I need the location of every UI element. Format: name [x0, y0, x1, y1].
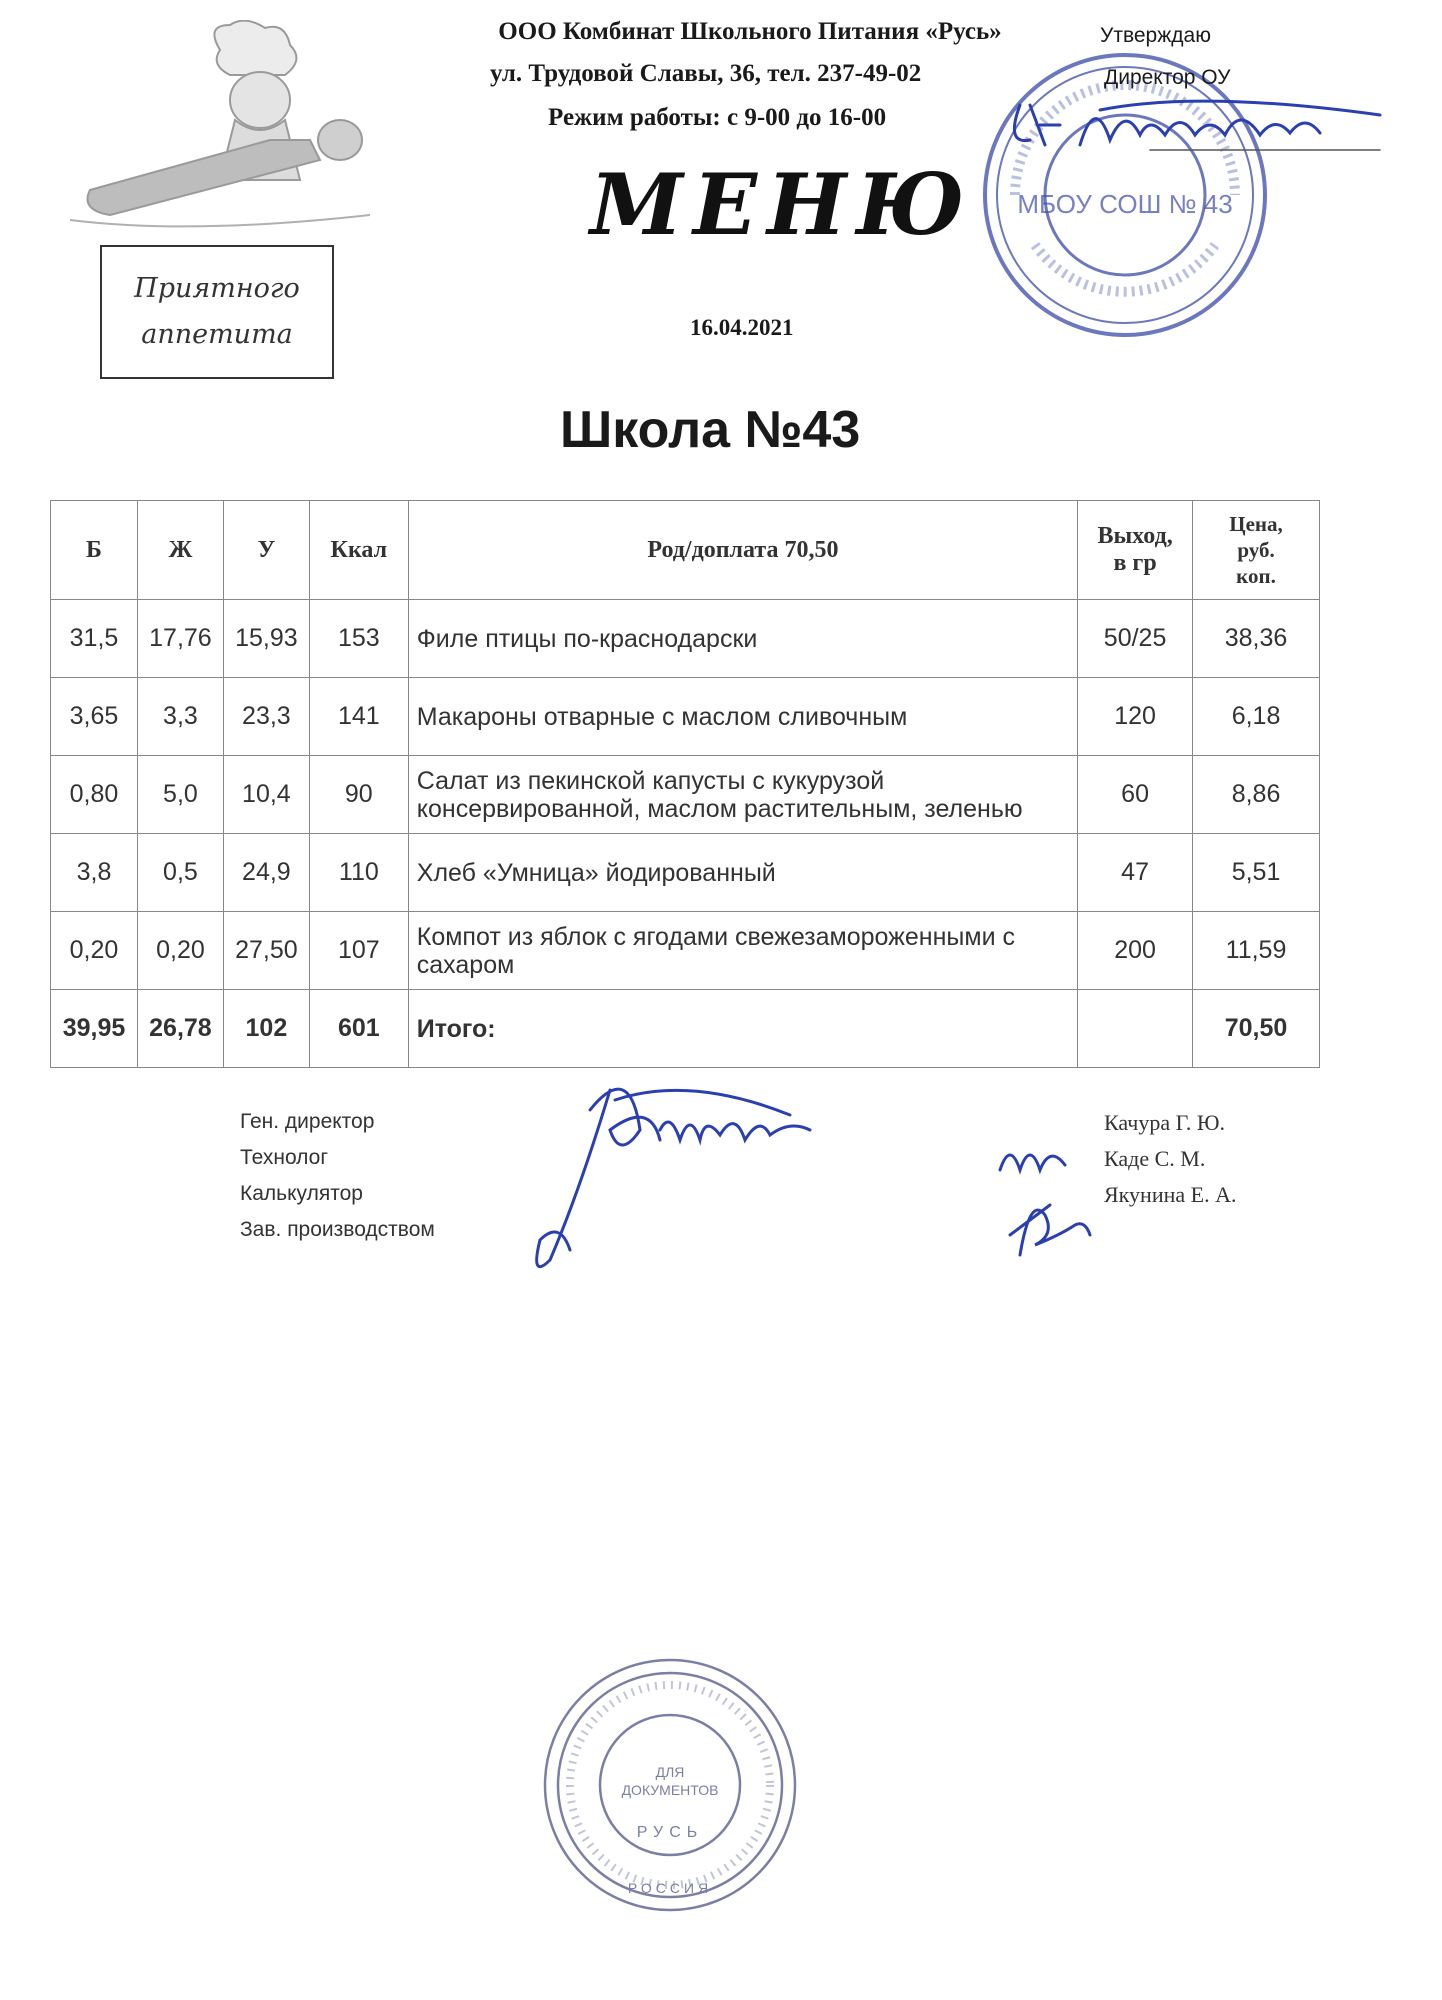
menu-title: МЕНЮ	[590, 155, 975, 254]
cell-dish: Макароны отварные с маслом сливочным	[408, 678, 1077, 756]
total-label: Итого:	[408, 990, 1077, 1068]
appetite-line-2: аппетита	[141, 319, 293, 350]
cell-protein: 0,80	[51, 756, 138, 834]
position-technologist: Технолог	[240, 1146, 329, 1169]
cell-price: 8,86	[1193, 756, 1320, 834]
cell-price: 11,59	[1193, 912, 1320, 990]
cell-carbs: 24,9	[223, 834, 309, 912]
header-output	[1078, 501, 1193, 600]
cell-output: 47	[1078, 834, 1193, 912]
cell-price: 5,51	[1193, 834, 1320, 912]
name-general-director: Качура Г. Ю.	[1104, 1110, 1225, 1135]
appetite-line-1: Приятного	[134, 273, 300, 304]
cell-output: 50/25	[1078, 600, 1193, 678]
cell-carbs: 10,4	[223, 756, 309, 834]
cell-price: 38,36	[1193, 600, 1320, 678]
school-stamp-text: МБОУ СОШ № 43	[1017, 189, 1233, 219]
cell-dish	[408, 756, 1077, 834]
cell-price: 6,18	[1193, 678, 1320, 756]
header-kcal: Ккал	[309, 501, 408, 600]
header-dish: Род/доплата 70,50	[408, 501, 1077, 600]
name-calculator: Якунина Е. А.	[1104, 1182, 1237, 1207]
cell-protein: 0,20	[51, 912, 138, 990]
total-protein: 39,95	[51, 990, 138, 1068]
cell-fat: 0,20	[137, 912, 223, 990]
cell-fat: 5,0	[137, 756, 223, 834]
cell-protein: 3,65	[51, 678, 138, 756]
position-general-director: Ген. директор	[240, 1110, 375, 1133]
stamp-country: РОССИЯ	[627, 1880, 713, 1896]
cell-output: 60	[1078, 756, 1193, 834]
general-director-signature	[490, 1070, 830, 1280]
company-address: ул. Трудовой Славы, 36, тел. 237-49-02	[490, 60, 922, 87]
table-row	[51, 678, 1320, 756]
cell-fat: 0,5	[137, 834, 223, 912]
name-technologist: Каде С. М.	[1104, 1146, 1206, 1171]
chef-illustration	[70, 20, 370, 230]
cell-kcal: 110	[309, 834, 408, 912]
total-fat: 26,78	[137, 990, 223, 1068]
table-row	[51, 756, 1320, 834]
director-label: Директор ОУ	[1104, 66, 1231, 89]
table-row	[51, 834, 1320, 912]
position-calculator: Калькулятор	[240, 1182, 363, 1205]
stamp-company-name: РУСЬ	[636, 1824, 704, 1841]
table-total-row	[51, 990, 1320, 1068]
menu-date: 16.04.2021	[690, 315, 794, 340]
total-output	[1078, 990, 1193, 1068]
total-kcal: 601	[309, 990, 408, 1068]
company-name: ООО Комбинат Школьного Питания «Русь»	[498, 18, 1002, 45]
cell-dish: Компот из яблок с ягодами свежезамороженными с сахаром	[408, 912, 1077, 990]
table-row	[51, 912, 1320, 990]
header-protein: Б	[51, 501, 138, 600]
cell-kcal: 107	[309, 912, 408, 990]
header-price-line-3: коп.	[1236, 564, 1276, 588]
company-stamp	[540, 1655, 800, 1915]
cell-fat: 3,3	[137, 678, 223, 756]
cell-dish: Филе птицы по-краснодарски	[408, 600, 1077, 678]
cell-carbs: 27,50	[223, 912, 309, 990]
table-header-row	[51, 501, 1320, 600]
menu-table	[50, 500, 1320, 1068]
cell-dish-text: Салат из пекинской капусты с кукурузой консервированной, маслом растительным, зеленью	[416, 766, 1023, 823]
header-carbs: У	[223, 501, 309, 600]
working-hours: Режим работы: с 9-00 до 16-00	[548, 104, 887, 131]
cell-protein: 3,8	[51, 834, 138, 912]
header-output-line-1: Выход,	[1097, 523, 1173, 549]
appetite-box	[100, 245, 334, 379]
total-price: 70,50	[1193, 990, 1320, 1068]
header-price	[1193, 501, 1320, 600]
header-price-line-1: Цена,	[1229, 512, 1283, 536]
cell-fat: 17,76	[137, 600, 223, 678]
header-output-line-2: в гр	[1113, 550, 1157, 576]
cell-dish-clip	[417, 758, 1076, 832]
header-price-line-2: руб.	[1237, 538, 1275, 562]
cell-carbs: 23,3	[223, 678, 309, 756]
header-fat: Ж	[137, 501, 223, 600]
cell-output: 200	[1078, 912, 1193, 990]
total-carbs: 102	[223, 990, 309, 1068]
cell-dish: Хлеб «Умница» йодированный	[408, 834, 1077, 912]
approve-label: Утверждаю	[1100, 24, 1211, 47]
cell-protein: 31,5	[51, 600, 138, 678]
stamp-center-line-2: ДОКУМЕНТОВ	[621, 1782, 719, 1798]
cell-kcal: 153	[309, 600, 408, 678]
technologist-signature	[990, 1125, 1100, 1265]
stamp-center-line-1: ДЛЯ	[655, 1764, 685, 1780]
cell-output: 120	[1078, 678, 1193, 756]
position-production-head: Зав. производством	[240, 1218, 435, 1241]
table-row	[51, 600, 1320, 678]
cell-kcal: 90	[309, 756, 408, 834]
school-name: Школа №43	[560, 401, 861, 459]
director-signature	[1000, 85, 1390, 165]
cell-kcal: 141	[309, 678, 408, 756]
cell-carbs: 15,93	[223, 600, 309, 678]
